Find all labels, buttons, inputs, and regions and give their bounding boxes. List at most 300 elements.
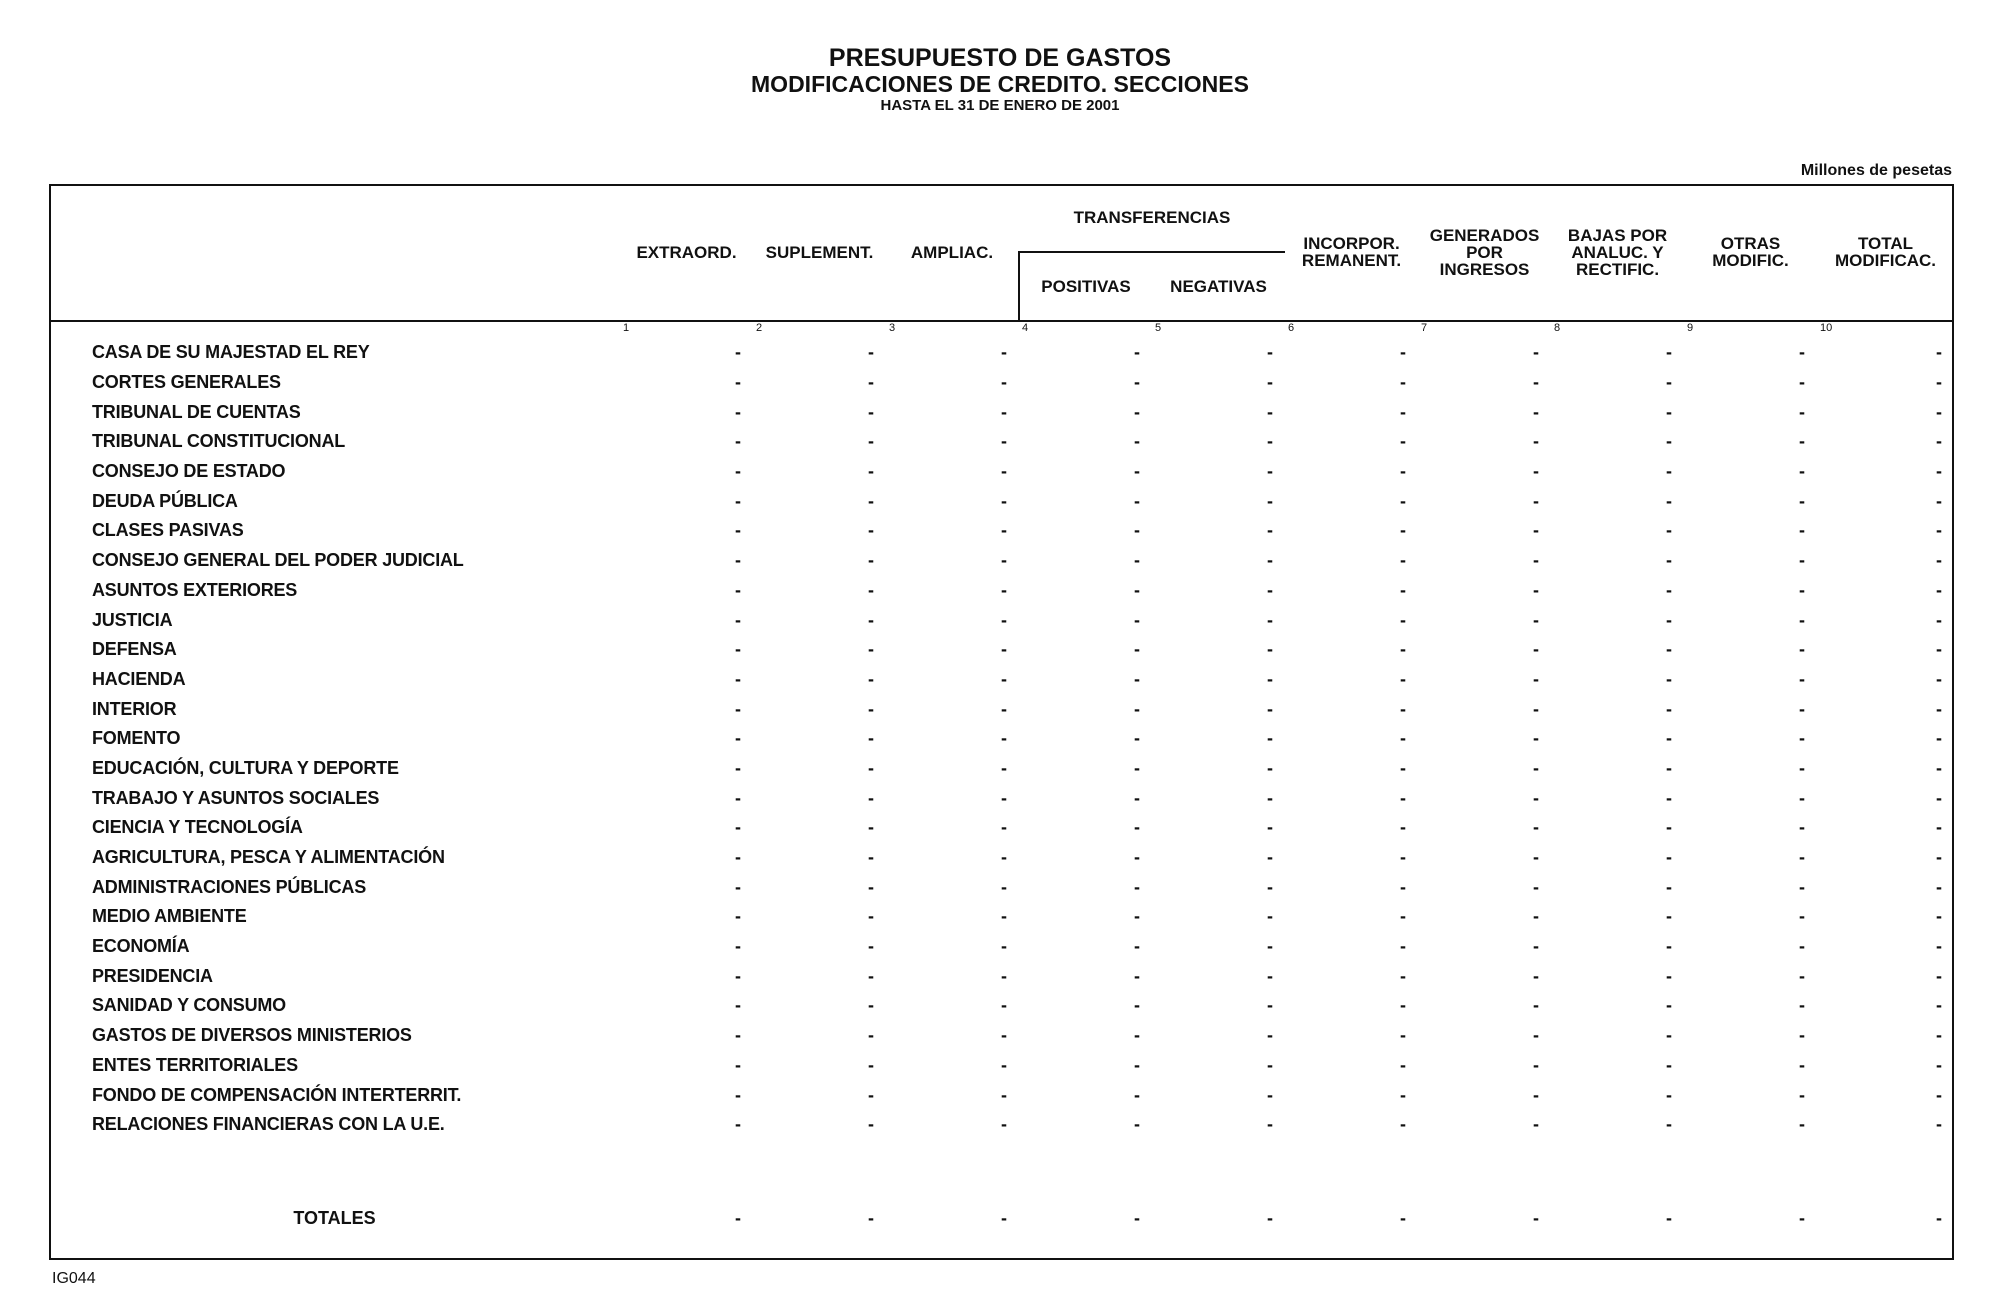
table-row bbox=[49, 783, 1954, 813]
cell-value: - bbox=[1400, 728, 1407, 749]
cell-value: - bbox=[1533, 1025, 1540, 1046]
cell-value: - bbox=[1001, 461, 1007, 482]
cell-value: - bbox=[1936, 728, 1943, 749]
cell-value: - bbox=[1400, 401, 1407, 422]
cell-value: - bbox=[1267, 401, 1274, 422]
cell-value: - bbox=[1001, 490, 1007, 511]
cell-value: - bbox=[1533, 876, 1540, 897]
generados-line-1: GENERADOS bbox=[1429, 225, 1540, 245]
cell-value: - bbox=[735, 431, 741, 452]
table-row bbox=[49, 1021, 1954, 1051]
cell-value: - bbox=[868, 757, 874, 778]
cell-value: - bbox=[1936, 906, 1943, 927]
cell-value: - bbox=[1799, 728, 1806, 749]
cell-value: - bbox=[1400, 579, 1407, 600]
row-label: ASUNTOS EXTERIORES bbox=[92, 579, 298, 600]
cell-value: - bbox=[1666, 668, 1673, 689]
generados-line-3: INGRESOS bbox=[1439, 259, 1530, 279]
table-row bbox=[49, 991, 1954, 1021]
cell-value: - bbox=[1134, 965, 1140, 986]
cell-value: - bbox=[1799, 965, 1806, 986]
cell-value: - bbox=[868, 609, 874, 630]
cell-value: - bbox=[868, 787, 874, 808]
column-number: 3 bbox=[889, 322, 896, 334]
cell-value: - bbox=[735, 639, 741, 660]
row-label: PRESIDENCIA bbox=[92, 965, 213, 986]
row-label: TRIBUNAL DE CUENTAS bbox=[92, 401, 301, 422]
table-row bbox=[49, 1051, 1954, 1081]
col-header-otras bbox=[1684, 184, 1817, 321]
column-number-blank bbox=[49, 321, 620, 338]
cell-value: - bbox=[1936, 461, 1943, 482]
cell-value: - bbox=[1799, 372, 1806, 393]
cell-value: - bbox=[1533, 461, 1540, 482]
cell-value: - bbox=[1936, 372, 1943, 393]
bajas-line-3: RECTIFIC. bbox=[1575, 259, 1660, 279]
cell-value: - bbox=[735, 757, 741, 778]
cell-value: - bbox=[1001, 936, 1007, 957]
cell-value: - bbox=[868, 817, 874, 838]
cell-value: - bbox=[1400, 490, 1407, 511]
cell-value: - bbox=[1666, 995, 1673, 1016]
cell-value: - bbox=[1666, 401, 1673, 422]
cell-value: - bbox=[1001, 1054, 1007, 1075]
row-label: FONDO DE COMPENSACIÓN INTERTERRIT. bbox=[92, 1084, 462, 1105]
cell-value: - bbox=[1001, 550, 1007, 571]
row-label: ADMINISTRACIONES PÚBLICAS bbox=[92, 876, 367, 897]
cell-value: - bbox=[1267, 579, 1274, 600]
cell-value: - bbox=[735, 550, 741, 571]
cell-value: - bbox=[1267, 787, 1274, 808]
cell-value: - bbox=[1134, 520, 1140, 541]
total-value: - bbox=[1001, 1208, 1007, 1229]
cell-value: - bbox=[1134, 728, 1140, 749]
row-label: AGRICULTURA, PESCA Y ALIMENTACIÓN bbox=[92, 847, 445, 868]
table-row bbox=[49, 813, 1954, 843]
cell-value: - bbox=[1533, 847, 1540, 868]
column-number: 7 bbox=[1421, 322, 1428, 334]
table-row bbox=[49, 635, 1954, 665]
row-label: DEUDA PÚBLICA bbox=[92, 490, 238, 511]
cell-value: - bbox=[1936, 1084, 1943, 1105]
cell-value: - bbox=[735, 579, 741, 600]
row-label: DEFENSA bbox=[92, 639, 177, 660]
table-row bbox=[49, 932, 1954, 962]
row-label: INTERIOR bbox=[92, 698, 177, 719]
totals-label: TOTALES bbox=[293, 1208, 376, 1229]
row-label: CONSEJO DE ESTADO bbox=[92, 461, 286, 482]
cell-value: - bbox=[1666, 1114, 1673, 1135]
column-number: 2 bbox=[756, 322, 763, 334]
cell-value: - bbox=[1134, 372, 1140, 393]
row-label: MEDIO AMBIENTE bbox=[92, 906, 247, 927]
cell-value: - bbox=[1267, 906, 1274, 927]
cell-value: - bbox=[868, 639, 874, 660]
cell-value: - bbox=[1001, 401, 1007, 422]
totals-row bbox=[49, 1190, 1954, 1248]
cell-value: - bbox=[1134, 639, 1140, 660]
cell-value: - bbox=[1267, 431, 1274, 452]
cell-value: - bbox=[735, 520, 741, 541]
cell-value: - bbox=[1936, 817, 1943, 838]
cell-value: - bbox=[1134, 817, 1140, 838]
cell-value: - bbox=[1400, 342, 1407, 363]
col-header-transferencias: TRANSFERENCIAS bbox=[1019, 184, 1285, 252]
cell-value: - bbox=[1666, 639, 1673, 660]
cell-value: - bbox=[1533, 668, 1540, 689]
col-header-extraord: EXTRAORD. bbox=[636, 242, 737, 262]
column-number: 6 bbox=[1288, 322, 1295, 334]
generados-line-2: POR bbox=[1466, 242, 1503, 262]
cell-value: - bbox=[1799, 1084, 1806, 1105]
cell-value: - bbox=[1134, 579, 1140, 600]
cell-value: - bbox=[868, 372, 874, 393]
col-header-generados bbox=[1418, 184, 1551, 321]
column-number: 1 bbox=[623, 322, 630, 334]
cell-value: - bbox=[1936, 668, 1943, 689]
total-value: - bbox=[1533, 1208, 1540, 1229]
form-code: IG044 bbox=[52, 1270, 96, 1287]
units-label: Millones de pesetas bbox=[1800, 162, 1952, 179]
credit-modifications-table bbox=[49, 184, 1954, 1248]
table-row bbox=[49, 427, 1954, 457]
cell-value: - bbox=[1134, 550, 1140, 571]
cell-value: - bbox=[1001, 668, 1007, 689]
cell-value: - bbox=[1400, 965, 1407, 986]
row-label: TRIBUNAL CONSTITUCIONAL bbox=[92, 431, 346, 452]
cell-value: - bbox=[1666, 757, 1673, 778]
cell-value: - bbox=[1666, 936, 1673, 957]
cell-value: - bbox=[1400, 847, 1407, 868]
cell-value: - bbox=[1936, 965, 1943, 986]
cell-value: - bbox=[1666, 698, 1673, 719]
cell-value: - bbox=[1134, 1025, 1140, 1046]
table-row bbox=[49, 694, 1954, 724]
cell-value: - bbox=[1799, 490, 1806, 511]
label-header bbox=[49, 184, 620, 321]
cell-value: - bbox=[1267, 520, 1274, 541]
cell-value: - bbox=[1001, 579, 1007, 600]
table-row bbox=[49, 724, 1954, 754]
cell-value: - bbox=[1666, 787, 1673, 808]
row-label: CORTES GENERALES bbox=[92, 372, 281, 393]
cell-value: - bbox=[1400, 936, 1407, 957]
cell-value: - bbox=[1134, 609, 1140, 630]
row-label: CASA DE SU MAJESTAD EL REY bbox=[92, 342, 370, 363]
cell-value: - bbox=[1799, 401, 1806, 422]
cell-value: - bbox=[1936, 787, 1943, 808]
cell-value: - bbox=[1799, 1025, 1806, 1046]
cell-value: - bbox=[1267, 461, 1274, 482]
cell-value: - bbox=[1134, 1114, 1140, 1135]
row-label: SANIDAD Y CONSUMO bbox=[92, 995, 286, 1016]
col-header-negativas: NEGATIVAS bbox=[1170, 277, 1267, 296]
table-row bbox=[49, 486, 1954, 516]
cell-value: - bbox=[1267, 1025, 1274, 1046]
total-value: - bbox=[1400, 1208, 1407, 1229]
bajas-line-2: ANALUC. Y bbox=[1571, 242, 1664, 262]
cell-value: - bbox=[1267, 550, 1274, 571]
cell-value: - bbox=[1533, 431, 1540, 452]
cell-value: - bbox=[868, 847, 874, 868]
cell-value: - bbox=[1134, 1054, 1140, 1075]
cell-value: - bbox=[1533, 995, 1540, 1016]
row-label: FOMENTO bbox=[92, 728, 181, 749]
cell-value: - bbox=[1267, 965, 1274, 986]
cell-value: - bbox=[1134, 876, 1140, 897]
table-row bbox=[49, 1110, 1954, 1140]
cell-value: - bbox=[735, 1054, 741, 1075]
cell-value: - bbox=[1267, 817, 1274, 838]
cell-value: - bbox=[1799, 550, 1806, 571]
row-label: EDUCACIÓN, CULTURA Y DEPORTE bbox=[92, 757, 399, 778]
cell-value: - bbox=[1400, 1084, 1407, 1105]
total-value: - bbox=[1666, 1208, 1673, 1229]
cell-value: - bbox=[1799, 936, 1806, 957]
report-title-block bbox=[0, 44, 2000, 116]
cell-value: - bbox=[1400, 668, 1407, 689]
table-row bbox=[49, 902, 1954, 932]
cell-value: - bbox=[1533, 401, 1540, 422]
total-value: - bbox=[1799, 1208, 1806, 1229]
cell-value: - bbox=[1533, 1114, 1540, 1135]
cell-value: - bbox=[1666, 847, 1673, 868]
cell-value: - bbox=[1799, 520, 1806, 541]
total-value: - bbox=[735, 1208, 741, 1229]
cell-value: - bbox=[735, 936, 741, 957]
otras-line-2: MODIFIC. bbox=[1712, 251, 1789, 270]
cell-value: - bbox=[1799, 431, 1806, 452]
cell-value: - bbox=[1001, 1025, 1007, 1046]
cell-value: - bbox=[1400, 639, 1407, 660]
cell-value: - bbox=[1666, 1025, 1673, 1046]
cell-value: - bbox=[1936, 936, 1943, 957]
col-header-total bbox=[1817, 184, 1954, 321]
col-header-ampliac: AMPLIAC. bbox=[910, 242, 994, 262]
total-value: - bbox=[1267, 1208, 1274, 1229]
total-value: - bbox=[1936, 1208, 1943, 1229]
cell-value: - bbox=[1001, 372, 1007, 393]
cell-value: - bbox=[1001, 965, 1007, 986]
cell-value: - bbox=[1936, 1025, 1943, 1046]
cell-value: - bbox=[868, 490, 874, 511]
cell-value: - bbox=[735, 372, 741, 393]
cell-value: - bbox=[1533, 906, 1540, 927]
cell-value: - bbox=[735, 787, 741, 808]
cell-value: - bbox=[1799, 609, 1806, 630]
cell-value: - bbox=[868, 550, 874, 571]
cell-value: - bbox=[1666, 728, 1673, 749]
cell-value: - bbox=[1533, 817, 1540, 838]
cell-value: - bbox=[1267, 490, 1274, 511]
cell-value: - bbox=[1936, 520, 1943, 541]
cell-value: - bbox=[1267, 372, 1274, 393]
cell-value: - bbox=[735, 1084, 741, 1105]
cell-value: - bbox=[1400, 876, 1407, 897]
cell-value: - bbox=[1001, 876, 1007, 897]
cell-value: - bbox=[1400, 757, 1407, 778]
cell-value: - bbox=[1936, 757, 1943, 778]
cell-value: - bbox=[1936, 550, 1943, 571]
cell-value: - bbox=[868, 1054, 874, 1075]
cell-value: - bbox=[1936, 579, 1943, 600]
cell-value: - bbox=[868, 342, 874, 363]
table-row bbox=[49, 961, 1954, 991]
cell-value: - bbox=[1001, 787, 1007, 808]
cell-value: - bbox=[1666, 579, 1673, 600]
col-header-bajas bbox=[1551, 184, 1684, 321]
cell-value: - bbox=[1001, 728, 1007, 749]
cell-value: - bbox=[868, 728, 874, 749]
cell-value: - bbox=[1267, 995, 1274, 1016]
cell-value: - bbox=[1267, 342, 1274, 363]
cell-value: - bbox=[1267, 757, 1274, 778]
cell-value: - bbox=[1400, 461, 1407, 482]
cell-value: - bbox=[1533, 372, 1540, 393]
cell-value: - bbox=[1134, 461, 1140, 482]
cell-value: - bbox=[735, 490, 741, 511]
cell-value: - bbox=[1533, 520, 1540, 541]
cell-value: - bbox=[1533, 698, 1540, 719]
cell-value: - bbox=[1533, 787, 1540, 808]
cell-value: - bbox=[1666, 817, 1673, 838]
cell-value: - bbox=[868, 936, 874, 957]
cell-value: - bbox=[1001, 639, 1007, 660]
cell-value: - bbox=[1400, 698, 1407, 719]
cell-value: - bbox=[1936, 639, 1943, 660]
cell-value: - bbox=[1400, 817, 1407, 838]
spacer-row bbox=[49, 1140, 1954, 1190]
total-line-2: MODIFICAC. bbox=[1834, 251, 1937, 270]
cell-value: - bbox=[1666, 609, 1673, 630]
cell-value: - bbox=[1134, 1084, 1140, 1105]
total-line-1: TOTAL bbox=[1857, 234, 1914, 253]
cell-value: - bbox=[1936, 698, 1943, 719]
col-header-suplement: SUPLEMENT. bbox=[765, 242, 874, 262]
cell-value: - bbox=[868, 995, 874, 1016]
cell-value: - bbox=[1533, 936, 1540, 957]
cell-value: - bbox=[735, 609, 741, 630]
column-number: 4 bbox=[1022, 322, 1029, 334]
cell-value: - bbox=[1666, 876, 1673, 897]
row-label: GASTOS DE DIVERSOS MINISTERIOS bbox=[92, 1025, 412, 1046]
incorpor-line-1: INCORPOR. bbox=[1303, 234, 1400, 253]
cell-value: - bbox=[1400, 550, 1407, 571]
bajas-line-1: BAJAS POR bbox=[1567, 225, 1668, 245]
column-number: 10 bbox=[1820, 322, 1833, 334]
cell-value: - bbox=[735, 995, 741, 1016]
cell-value: - bbox=[1134, 757, 1140, 778]
cell-value: - bbox=[1134, 787, 1140, 808]
cell-value: - bbox=[1533, 965, 1540, 986]
cell-value: - bbox=[1533, 609, 1540, 630]
cell-value: - bbox=[735, 461, 741, 482]
cell-value: - bbox=[1799, 787, 1806, 808]
cell-value: - bbox=[1134, 847, 1140, 868]
cell-value: - bbox=[1533, 490, 1540, 511]
cell-value: - bbox=[1267, 936, 1274, 957]
row-label: CLASES PASIVAS bbox=[92, 520, 244, 541]
cell-value: - bbox=[1400, 520, 1407, 541]
cell-value: - bbox=[1400, 995, 1407, 1016]
cell-value: - bbox=[1666, 965, 1673, 986]
total-value: - bbox=[868, 1208, 874, 1229]
table-row bbox=[49, 665, 1954, 695]
column-number-row bbox=[49, 321, 1954, 338]
row-label: CIENCIA Y TECNOLOGÍA bbox=[92, 817, 303, 838]
cell-value: - bbox=[1936, 1054, 1943, 1075]
column-number: 8 bbox=[1554, 322, 1561, 334]
cell-value: - bbox=[1134, 342, 1140, 363]
cell-value: - bbox=[1001, 757, 1007, 778]
incorpor-line-2: REMANENT. bbox=[1301, 251, 1402, 270]
cell-value: - bbox=[1400, 609, 1407, 630]
column-number: 5 bbox=[1155, 322, 1162, 334]
cell-value: - bbox=[1400, 372, 1407, 393]
cell-value: - bbox=[1001, 1084, 1007, 1105]
cell-value: - bbox=[868, 461, 874, 482]
table-row bbox=[49, 457, 1954, 487]
row-label: RELACIONES FINANCIERAS CON LA U.E. bbox=[92, 1114, 445, 1135]
table-row bbox=[49, 605, 1954, 635]
cell-value: - bbox=[1400, 431, 1407, 452]
cell-value: - bbox=[1799, 579, 1806, 600]
cell-value: - bbox=[1666, 520, 1673, 541]
cell-value: - bbox=[1666, 906, 1673, 927]
cell-value: - bbox=[1533, 728, 1540, 749]
cell-value: - bbox=[1666, 372, 1673, 393]
cell-value: - bbox=[1001, 906, 1007, 927]
cell-value: - bbox=[735, 906, 741, 927]
cell-value: - bbox=[1666, 1054, 1673, 1075]
cell-value: - bbox=[1799, 1054, 1806, 1075]
cell-value: - bbox=[1936, 995, 1943, 1016]
cell-value: - bbox=[1533, 757, 1540, 778]
cell-value: - bbox=[1134, 906, 1140, 927]
cell-value: - bbox=[1400, 906, 1407, 927]
cell-value: - bbox=[1134, 668, 1140, 689]
table-row bbox=[49, 843, 1954, 873]
cell-value: - bbox=[1001, 1114, 1007, 1135]
cell-value: - bbox=[1267, 1114, 1274, 1135]
cell-value: - bbox=[1001, 817, 1007, 838]
cell-value: - bbox=[868, 401, 874, 422]
cell-value: - bbox=[1267, 639, 1274, 660]
col-header-positivas: POSITIVAS bbox=[1019, 252, 1152, 321]
cell-value: - bbox=[1267, 668, 1274, 689]
table-row bbox=[49, 1080, 1954, 1110]
cell-value: - bbox=[1134, 401, 1140, 422]
cell-value: - bbox=[1936, 609, 1943, 630]
cell-value: - bbox=[1666, 550, 1673, 571]
table-row bbox=[49, 546, 1954, 576]
cell-value: - bbox=[1799, 461, 1806, 482]
table-row bbox=[49, 397, 1954, 427]
row-label: ENTES TERRITORIALES bbox=[92, 1054, 298, 1075]
cell-value: - bbox=[868, 1114, 874, 1135]
cell-value: - bbox=[735, 965, 741, 986]
cell-value: - bbox=[1533, 639, 1540, 660]
cell-value: - bbox=[1936, 431, 1943, 452]
cell-value: - bbox=[735, 1114, 741, 1135]
report-subtitle: MODIFICACIONES DE CREDITO. SECCIONES bbox=[751, 71, 1249, 97]
cell-value: - bbox=[1134, 431, 1140, 452]
table-row bbox=[49, 576, 1954, 606]
cell-value: - bbox=[735, 728, 741, 749]
cell-value: - bbox=[868, 876, 874, 897]
cell-value: - bbox=[868, 579, 874, 600]
table-row bbox=[49, 872, 1954, 902]
